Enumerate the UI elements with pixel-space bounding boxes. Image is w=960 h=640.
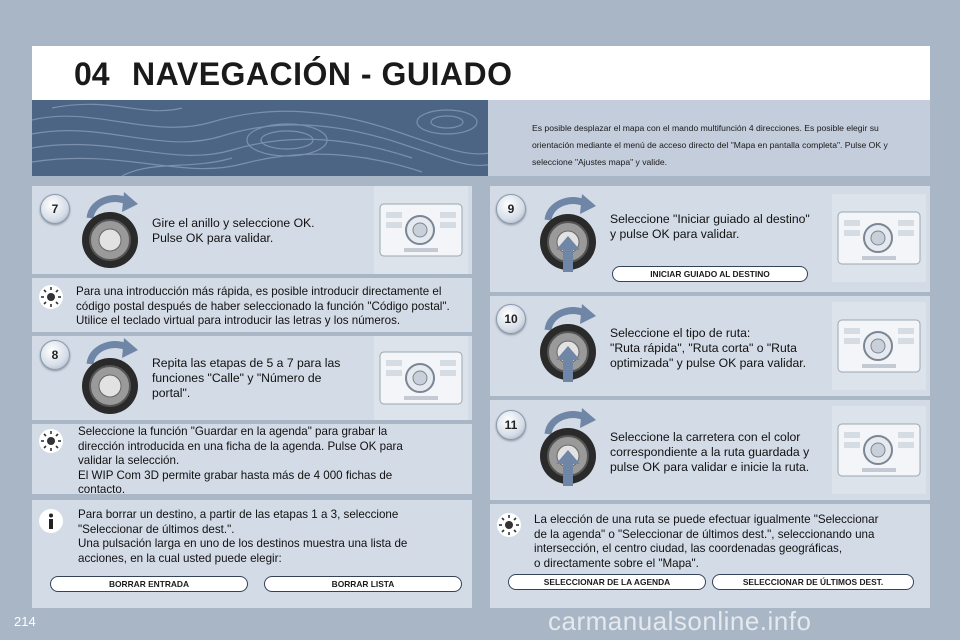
step-number-badge: 7 xyxy=(40,194,70,224)
page-number: 214 xyxy=(14,614,36,629)
rotary-knob-press-icon xyxy=(530,194,608,286)
info-icon xyxy=(38,508,64,534)
seleccionar-ultimos-dest-button[interactable]: SELECCIONAR DE ÚLTIMOS DEST. xyxy=(712,574,914,590)
device-thumbnail xyxy=(832,406,926,494)
chapter-title: NAVEGACIÓN - GUIADO xyxy=(132,56,513,92)
rotary-knob-icon xyxy=(72,192,150,274)
device-thumbnail xyxy=(374,186,468,274)
step-number-badge: 9 xyxy=(496,194,526,224)
step-number-badge: 8 xyxy=(40,340,70,370)
watermark-text: carmanualsonline.info xyxy=(548,606,812,636)
seleccionar-agenda-button[interactable]: SELECCIONAR DE LA AGENDA xyxy=(508,574,706,590)
chapter-number: 04 xyxy=(74,56,110,92)
step-number-badge: 11 xyxy=(496,410,526,440)
tip-agenda-text: Seleccione la función "Guardar en la agenda" para grabar la dirección introducida en una ficha de la agenda. Pulse OK para validar la selección. El WIP Com 3D permite grabar hasta más de 4 000 fichas de contacto. xyxy=(78,425,403,496)
rotary-knob-icon xyxy=(72,338,150,420)
step-7-text: Gire el anillo y seleccione OK. Pulse OK para validar. xyxy=(152,216,315,245)
step-11-text: Seleccione la carretera con el color correspondiente a la ruta guardada y pulse OK para validar e inicie la ruta. xyxy=(610,430,810,474)
borrar-entrada-button[interactable]: BORRAR ENTRADA xyxy=(50,576,248,592)
step-9-text: Seleccione "Iniciar guiado al destino" y pulse OK para validar. xyxy=(610,212,810,241)
step-10-text: Seleccione el tipo de ruta: "Ruta rápida", "Ruta corta" o "Ruta optimizada" y pulse OK para validar. xyxy=(610,326,807,370)
tip-delete-text: Para borrar un destino, a partir de las etapas 1 a 3, seleccione "Seleccionar de últimos dest.". Una pulsación larga en uno de los destinos muestra una lista de acciones, en la cual usted puede elegir: xyxy=(78,508,408,565)
device-thumbnail xyxy=(374,336,468,420)
tip-postal-text: Para una introducción más rápida, es posible introducir directamente el código postal después de haber seleccionado la función "Código postal". Utilice el teclado virtual para introducir las letras y los números. xyxy=(76,285,450,327)
device-thumbnail xyxy=(832,194,926,282)
device-thumbnail xyxy=(832,302,926,390)
step-number-badge: 10 xyxy=(496,304,526,334)
step-8-text: Repita las etapas de 5 a 7 para las funciones "Calle" y "Número de portal". xyxy=(152,356,341,400)
sun-icon xyxy=(38,428,64,454)
rotary-knob-press-icon xyxy=(530,304,608,396)
rotary-knob-press-icon xyxy=(530,408,608,500)
borrar-lista-button[interactable]: BORRAR LISTA xyxy=(264,576,462,592)
iniciar-guiado-button[interactable]: INICIAR GUIADO AL DESTINO xyxy=(612,266,808,282)
intro-paragraph: Es posible desplazar el mapa con el mando multifunción 4 direcciones. Es posible elegir su orientación mediante el menú de acceso directo del "Mapa en pantalla completa". Pulse OK y seleccione "Ajustes mapa" y valide. xyxy=(488,100,930,176)
tip-route-text: La elección de una ruta se puede efectuar igualmente "Seleccionar de la agenda" o "Seleccionar de últimos dest.", seleccionando una intersección, el centro ciudad, las coordenadas geográficas, o directamente sobre el "Mapa". xyxy=(534,513,879,570)
sun-icon xyxy=(496,512,522,538)
sun-icon xyxy=(38,284,64,310)
